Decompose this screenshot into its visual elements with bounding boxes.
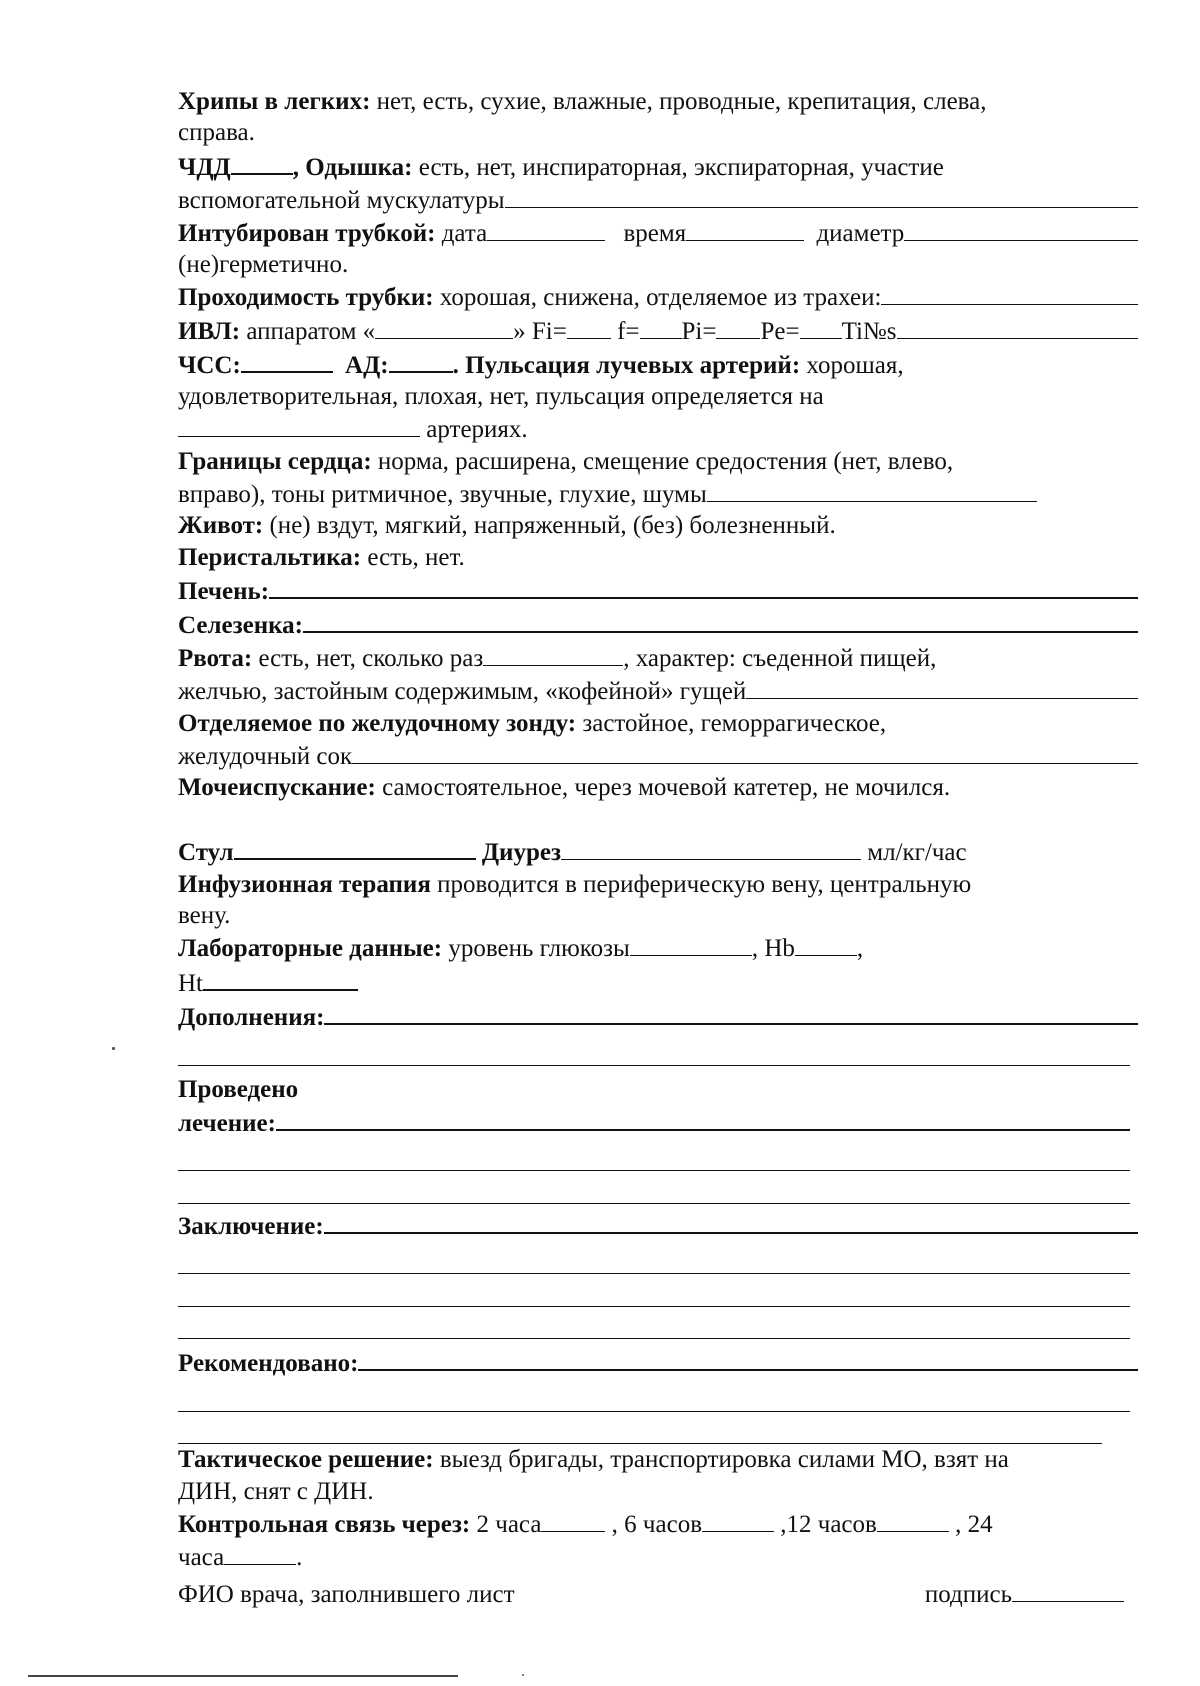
intubation-line-2 (178, 249, 1138, 280)
ventilation-pe-field[interactable] (800, 314, 842, 339)
intubation-diameter-field[interactable] (904, 216, 1138, 241)
accessory-muscles-field[interactable] (505, 183, 1138, 208)
ventilation-pi-field[interactable] (716, 314, 760, 339)
scan-speck (522, 1674, 524, 1676)
glucose-field[interactable] (630, 932, 752, 957)
ventilation-device-field[interactable] (375, 314, 513, 339)
infusion-line-2 (178, 900, 1138, 931)
stool-label: Стул (178, 839, 234, 867)
rales-options: нет, есть, сухие, влажные, проводные, крепитация, слева, (370, 88, 987, 115)
infusion-options: проводится в периферическую вену, центральную (430, 870, 972, 898)
rales-label: Хрипы в легких: (178, 88, 371, 115)
urination-options: самостоятельное, через мочевой катетер, не мочился. (375, 774, 951, 802)
treatment-field-3[interactable] (178, 1171, 1130, 1203)
heart-line-2 (178, 477, 1138, 510)
peristalsis-line (178, 542, 1138, 573)
dyspnea-options: есть, нет, инспираторная, экспираторная, участие (412, 153, 944, 181)
control-12h-field[interactable] (877, 1507, 949, 1532)
recommended-field[interactable] (358, 1345, 1138, 1371)
rr-label: ЧДД (178, 153, 231, 181)
peristalsis-options: есть, нет. (361, 543, 465, 571)
hr-line (178, 347, 1138, 381)
control-6h-field[interactable] (702, 1507, 774, 1532)
conclusion-field-4[interactable] (178, 1307, 1130, 1339)
treatment-field-2[interactable] (178, 1139, 1130, 1171)
infusion-line (178, 869, 1138, 900)
abdomen-label: Живот: (178, 512, 264, 540)
liver-field[interactable] (269, 573, 1138, 599)
murmurs-field[interactable] (707, 477, 1037, 502)
spleen-line (178, 607, 1138, 641)
ht-label: Ht (178, 969, 203, 997)
treatment-line-1 (178, 1074, 1138, 1105)
infusion-options-cont: вену. (178, 902, 231, 930)
abdomen-line (178, 510, 1138, 541)
conclusion-label: Заключение: (178, 1212, 324, 1240)
tube-line (178, 281, 1138, 314)
pulse-options: хорошая, (800, 351, 904, 379)
vomit-count-label: есть, нет, сколько раз (252, 645, 484, 673)
diuresis-label: Диурез (475, 839, 561, 867)
pulse-options-cont: удовлетворительная, плохая, нет, пульсация определяется на (178, 383, 824, 411)
heart-label: Границы сердца: (178, 447, 372, 475)
pulse-arteries-field[interactable] (178, 413, 420, 438)
additions-field-2[interactable] (178, 1033, 1130, 1065)
intubation-date-field[interactable] (487, 216, 605, 241)
bp-label: АД: (338, 351, 389, 379)
hb-label: , Hb (751, 935, 795, 963)
urination-label: Мочеиспускание: (178, 774, 376, 802)
diuresis-unit: мл/кг/час (861, 839, 967, 867)
rales-line-2 (178, 117, 1138, 148)
ventilation-ti-field[interactable] (897, 314, 1138, 339)
stool-field[interactable] (234, 835, 476, 861)
intubation-time-label: время (617, 219, 687, 247)
control-24h-field[interactable] (224, 1540, 296, 1565)
treatment-label-1: Проведено (178, 1075, 299, 1103)
infusion-label: Инфузионная терапия (178, 870, 431, 898)
recommended-label: Рекомендовано: (178, 1349, 359, 1377)
abdomen-options: (не) вздут, мягкий, напряженный, (без) болезненный. (263, 512, 836, 540)
tightness-options: (не)герметично. (178, 251, 349, 279)
bp-field[interactable] (389, 347, 453, 373)
ventilation-device-label: аппаратом « (240, 317, 376, 345)
conclusion-field[interactable] (324, 1208, 1138, 1234)
recommended-field-2[interactable] (178, 1379, 1130, 1411)
intubation-time-field[interactable] (686, 216, 804, 241)
spleen-label: Селезенка: (178, 612, 303, 639)
peristalsis-label: Перистальтика: (178, 543, 362, 571)
control-line-2 (178, 1540, 1138, 1573)
vomit-line (178, 641, 1138, 674)
recommended-line (178, 1345, 1138, 1379)
ventilation-f-label: f= (610, 317, 640, 345)
diuresis-field[interactable] (561, 836, 861, 861)
ventilation-pi-label: Pi= (681, 317, 717, 345)
ht-field[interactable] (203, 965, 358, 991)
tube-label: Проходимость трубки: (178, 284, 434, 312)
pulse-arteries-label: артериях. (420, 416, 528, 444)
control-6h-label: , 6 часов (605, 1510, 702, 1538)
liver-line (178, 573, 1138, 607)
ventilation-fi-label: » Fi= (513, 317, 567, 345)
tracheal-discharge-field[interactable] (881, 281, 1138, 306)
ventilation-pe-label: Pe= (760, 317, 800, 345)
conclusion-line (178, 1208, 1138, 1242)
signature-line (178, 1577, 1138, 1610)
bp-period: . (452, 351, 459, 379)
tactical-label: Тактическое решение: (178, 1446, 434, 1474)
lab-line (178, 932, 1138, 965)
intubation-date-label: дата (435, 219, 488, 247)
control-line (178, 1507, 1138, 1540)
control-24h-label: , 24 (948, 1510, 993, 1538)
lab-label: Лабораторные данные: (178, 935, 443, 963)
heart-options-cont: вправо), тоны ритмичное, звучные, глухие, шумы (178, 480, 707, 508)
signature-group (925, 1577, 1124, 1610)
hb-comma: , (856, 935, 864, 963)
ng-tube-line (178, 708, 1138, 739)
gastric-juice-field[interactable] (352, 739, 1138, 764)
treatment-label-2: лечение: (178, 1109, 276, 1137)
heart-options: норма, расширена, смещение средостения (нет, влево, (371, 447, 954, 475)
control-12h-label: ,12 часов (774, 1510, 877, 1538)
ventilation-ti-label: Ti№s (841, 317, 897, 345)
intubation-label: Интубирован трубкой: (178, 219, 436, 247)
additions-line (178, 999, 1138, 1033)
tactical-options: выезд бригады, транспортировка силами МО, взят на (433, 1446, 1009, 1474)
tactical-line-2 (178, 1476, 1138, 1507)
medical-form (178, 86, 1138, 1610)
pulse-label: Пульсация лучевых артерий: (458, 351, 801, 379)
ng-tube-label: Отделяемое по желудочному зонду: (178, 709, 577, 737)
ventilation-f-field[interactable] (640, 314, 682, 339)
signature-field[interactable] (1012, 1577, 1124, 1602)
vomit-label: Рвота: (178, 645, 253, 673)
tube-options: хорошая, снижена, отделяемое из трахеи: (433, 284, 882, 312)
vomit-line-2 (178, 675, 1138, 708)
ventilation-label: ИВЛ: (178, 317, 241, 345)
glucose-label: уровень глюкозы (442, 935, 630, 963)
liver-label: Печень: (178, 577, 270, 605)
ng-tube-options-cont: желудочный сок (178, 742, 353, 770)
control-2h-label: 2 часа (470, 1510, 542, 1538)
vomit-character-field[interactable] (746, 675, 1138, 700)
rr-line (178, 149, 1138, 183)
hr-label: ЧСС: (178, 351, 241, 379)
dyspnea-options-cont: вспомогательной мускулатуры (178, 186, 505, 214)
treatment-field[interactable] (276, 1105, 1130, 1131)
conclusion-field-3[interactable] (178, 1274, 1130, 1306)
control-24h-label-cont: часа (178, 1543, 225, 1571)
control-label: Контрольная связь через: (178, 1510, 471, 1538)
pulse-line-3 (178, 413, 1138, 446)
intubation-diameter-label: диаметр (810, 219, 905, 247)
spleen-field[interactable] (303, 607, 1138, 633)
scan-speck (112, 1047, 115, 1050)
urination-line (178, 772, 1138, 803)
vomit-character-options: желчью, застойным содержимым, «кофейной» гущей (178, 678, 747, 706)
vomit-count-field[interactable] (483, 641, 623, 666)
ng-tube-line-2 (178, 739, 1138, 772)
control-2h-field[interactable] (541, 1507, 605, 1532)
ng-tube-options: застойное, геморрагическое, (576, 709, 887, 737)
treatment-line-2 (178, 1105, 1138, 1139)
ventilation-line (178, 314, 1138, 347)
additions-label: Дополнения: (178, 1003, 325, 1031)
hr-field[interactable] (241, 347, 333, 373)
heart-line (178, 446, 1138, 477)
dyspnea-line-2 (178, 183, 1138, 216)
dyspnea-label: Одышка: (299, 153, 413, 181)
conclusion-field-2[interactable] (178, 1242, 1130, 1274)
control-period: . (296, 1543, 303, 1571)
tactical-line (178, 1444, 1138, 1475)
tactical-options-cont: ДИН, снят с ДИН. (178, 1477, 374, 1505)
intubation-line (178, 216, 1138, 249)
pulse-line-2 (178, 381, 1138, 412)
stool-line (178, 835, 1138, 869)
scan-artifact-line (28, 1675, 458, 1677)
hb-field[interactable] (795, 932, 857, 957)
doctor-name-label: ФИО врача, заполнившего лист (178, 1581, 515, 1608)
rales-options-cont: справа. (178, 119, 255, 147)
ventilation-fi-field[interactable] (567, 314, 611, 339)
rales-line (178, 86, 1138, 117)
vomit-character-label: , характер: съеденной пищей, (623, 645, 937, 673)
additions-field[interactable] (324, 999, 1138, 1025)
signature-label: подпись (924, 1581, 1012, 1608)
rr-field[interactable] (231, 149, 293, 175)
recommended-field-3[interactable] (178, 1412, 1102, 1444)
rr-comma: , (292, 153, 299, 181)
ht-line (178, 965, 1138, 999)
